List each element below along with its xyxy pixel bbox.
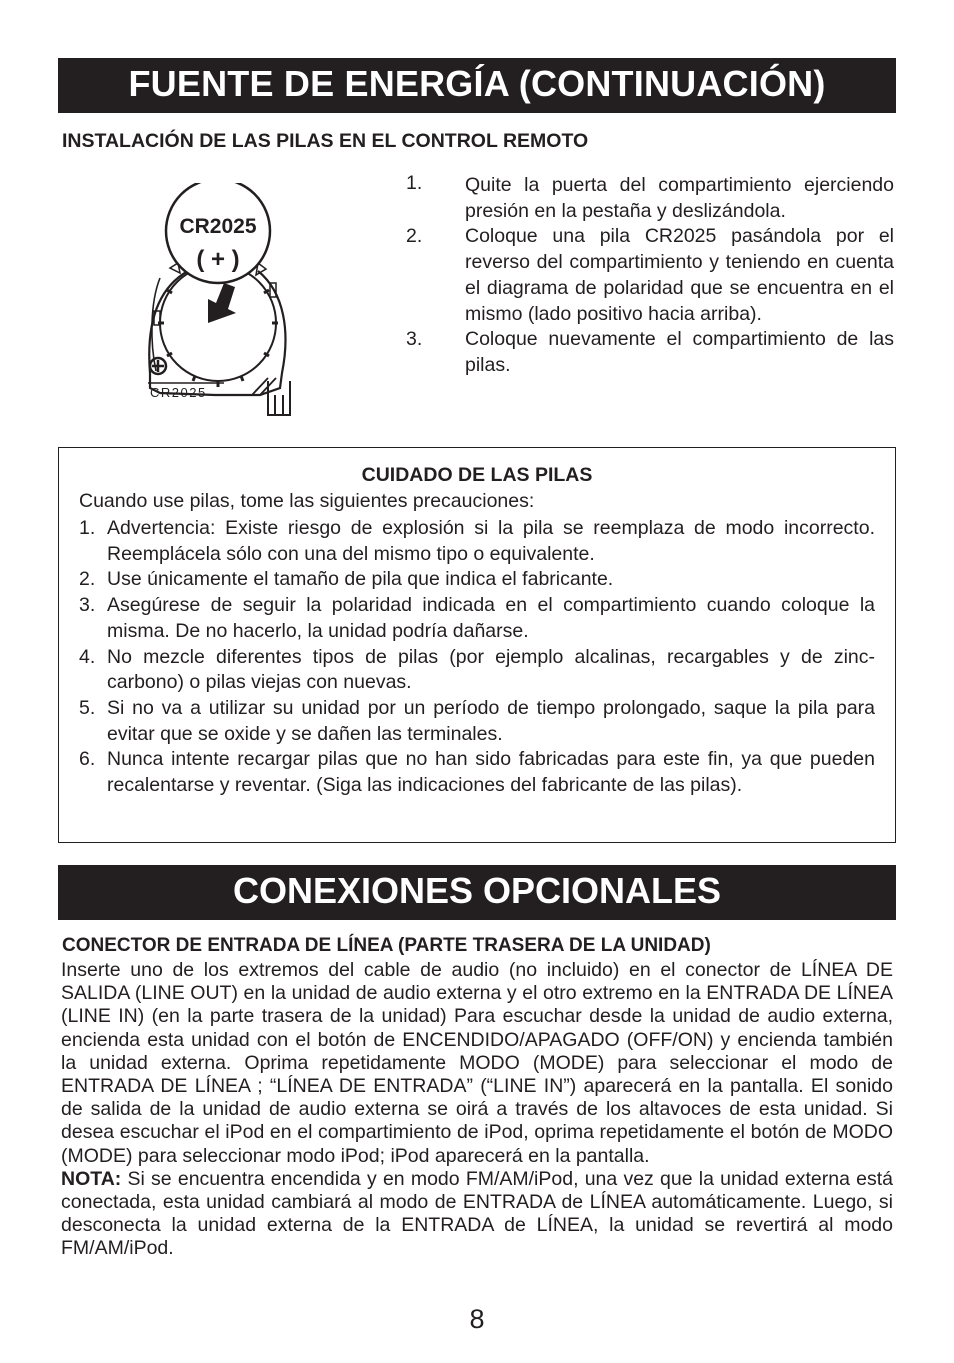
- page-number: 8: [469, 1304, 485, 1334]
- care-item: [79, 696, 875, 747]
- care-item-text: Si no va a utilizar su unidad por un período de tiempo prolongado, saque la pila para evitar que se oxide y se dañen las terminales.: [107, 696, 875, 745]
- step-number: 1.: [406, 172, 423, 194]
- care-item-number: 1.: [79, 517, 96, 539]
- battery-polarity-label: ( + ): [196, 246, 240, 273]
- care-item: [79, 593, 875, 644]
- care-item-text: No mezcle diferentes tipos de pilas (por ejemplo alcalinas, recargables y de zinc-carbono) o pilas viejas con nuevas.: [107, 645, 875, 694]
- battery-care-list: [79, 516, 875, 799]
- install-step: [406, 173, 894, 224]
- care-item-text: Nunca intente recargar pilas que no han sido fabricadas para este fin, ya que pueden recalentarse y reventar. (Siga las indicaciones del fabricante de las pilas).: [107, 748, 875, 797]
- battery-care-intro: Cuando use pilas, tome las siguientes precauciones:: [79, 490, 535, 512]
- install-step: [406, 224, 894, 327]
- care-item-number: 5.: [79, 696, 96, 719]
- battery-label-bottom: CR2025: [150, 385, 207, 400]
- care-item-text: Use únicamente el tamaño de pila que indica el fabricante.: [107, 568, 614, 591]
- care-item-text: Asegúrese de seguir la polaridad indicada en el compartimiento cuando coloque la misma. De no hacerlo, la unidad podría dañarse.: [107, 594, 875, 642]
- care-item: [79, 516, 875, 567]
- step-text: Coloque nuevamente el compartimiento de las pilas.: [465, 328, 894, 376]
- line-in-body: Inserte uno de los extremos del cable de audio (no incluido) en el conector de LÍNEA DE SALIDA (LINE OUT) en la unidad de audio externa y el otro extremo en la ENTRADA DE LÍNEA (LINE IN) (en la parte trasera de la unidad) Para escuchar desde la unidad de audio externa, encienda esta unidad con el botón de ENCENDIDO/APAGADO (OFF/ON) y encienda también la unidad externa. Oprima repetidamente MODO (MODE) para seleccionar el modo de ENTRADA DE LÍNEA ; “LÍNEA DE ENTRADA” (“LINE IN”) aparecerá en la pantalla. El sonido de salida de la unidad de audio externa se oirá a través de los altavoces de esta unidad. Si desea escuchar el iPod en el compartimiento de iPod, oprima repetidamente el botón de MODO (MODE) para seleccionar modo iPod; iPod aparecerá en la pantalla.: [61, 959, 893, 1167]
- page-header-optional-connections: CONEXIONES OPCIONALES: [58, 865, 896, 920]
- care-item: [79, 645, 875, 696]
- page-header-power-source: FUENTE DE ENERGÍA (CONTINUACIÓN): [58, 58, 896, 113]
- battery-compartment-diagram: [140, 183, 310, 428]
- battery-label-top: CR2025: [179, 215, 257, 238]
- battery-care-box: [58, 447, 896, 843]
- step-text: Coloque una pila CR2025 pasándola por el reverso del compartimiento y teniendo en cuenta el diagrama de polaridad que se encuentra en el mismo (lado positivo hacia arriba).: [465, 225, 894, 325]
- care-item-number: 4.: [79, 645, 96, 668]
- install-steps-list: [406, 173, 894, 379]
- care-item-number: 6.: [79, 748, 96, 771]
- step-text: Quite la puerta del compartimiento ejerciendo presión en la pestaña y deslizándola.: [465, 174, 894, 222]
- section-title-line-in: CONECTOR DE ENTRADA DE LÍNEA (PARTE TRASERA DE LA UNIDAD): [62, 935, 711, 956]
- care-item-text: Advertencia: Existe riesgo de explosión si la pila se reemplaza de modo incorrecto. Reemplácela sólo con una del mismo tipo o equivalente.: [107, 517, 875, 565]
- step-number: 2.: [406, 225, 423, 248]
- battery-care-title: CUIDADO DE LAS PILAS: [361, 464, 593, 486]
- install-step: [406, 327, 894, 378]
- care-item-number: 2.: [79, 568, 96, 591]
- step-number: 3.: [406, 328, 423, 351]
- care-item: [79, 567, 875, 593]
- note-label: NOTA:: [61, 1167, 122, 1190]
- note-text: Si se encuentra encendida y en modo FM/AM/iPod, una vez que la unidad externa está conectada, esta unidad cambiará al modo de ENTRADA de LÍNEA automáticamente. Luego, si desconecta la unidad externa de la ENTRADA de LÍNEA, la unidad se revertirá al modo FM/AM/iPod.: [61, 1167, 893, 1260]
- line-in-instructions: [61, 959, 893, 1261]
- insert-arrow-icon: [208, 283, 236, 323]
- care-item: [79, 747, 875, 798]
- section-title-remote-battery-install: INSTALACIÓN DE LAS PILAS EN EL CONTROL REMOTO: [62, 130, 589, 152]
- care-item-number: 3.: [79, 594, 96, 617]
